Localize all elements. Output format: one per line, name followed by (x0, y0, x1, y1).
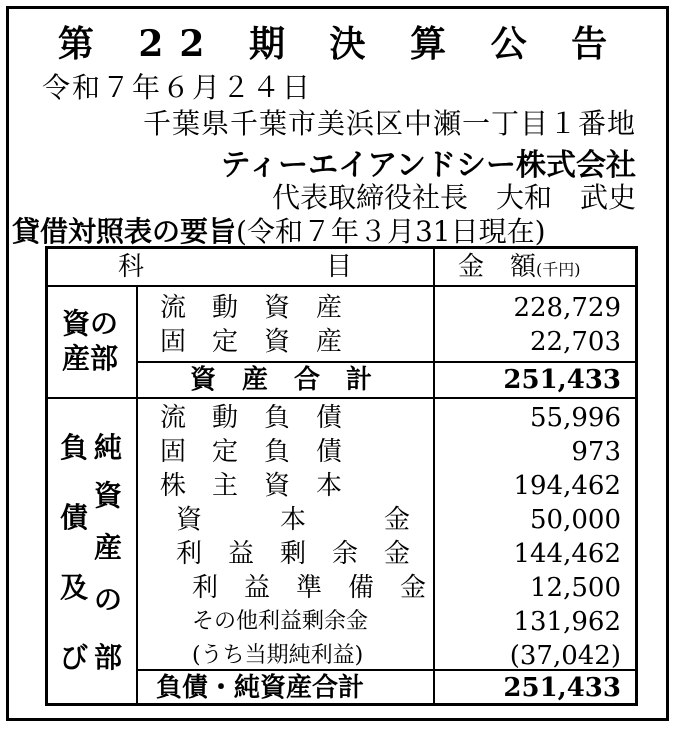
balance-sheet-title (12, 210, 546, 250)
assets-total-label: 資 産 合 計 (190, 365, 373, 395)
header-divider (48, 285, 635, 287)
liab-group-char: 産 (94, 531, 123, 564)
liab-group-char: 資 (94, 479, 123, 512)
asset-row-label: 流 動 資 産 (160, 293, 343, 323)
liab-row-value: 194,462 (513, 471, 621, 501)
balance-sheet-table (45, 246, 638, 706)
assets-group-label-2: 産部 (62, 342, 119, 375)
liab-row-value: 55,996 (530, 403, 621, 433)
header-item-right: 目 (326, 252, 353, 282)
header-amount-label: 金 額 (458, 252, 537, 282)
liab-group-char: 及 (60, 571, 89, 604)
liab-row-value: 973 (571, 437, 621, 467)
balance-sheet-date: (令和７年３月31日現在) (236, 215, 546, 248)
group-column-divider (136, 285, 138, 703)
liab-row-value: 131,962 (513, 607, 621, 637)
representative: 代表取締役社長 大和 武史 (271, 181, 636, 214)
asset-row-value: 22,703 (530, 327, 621, 357)
liab-group-char: 負 (60, 431, 89, 464)
asset-row-value: 228,729 (513, 293, 621, 323)
liab-row-label: 流 動 負 債 (160, 403, 343, 433)
header-amount-unit: (千円) (536, 260, 581, 279)
liab-group-char: び (60, 641, 89, 674)
liab-row-value: (37,042) (509, 641, 621, 671)
assets-total-value: 251,433 (503, 365, 621, 395)
liab-group-char: の (94, 583, 123, 616)
liab-row-value: 144,462 (513, 539, 621, 569)
balance-sheet-title-text: 貸借対照表の要旨 (12, 215, 237, 248)
liab-group-char: 純 (94, 431, 123, 464)
liab-row-label: 株 主 資 本 (160, 471, 343, 501)
header-amount (458, 249, 581, 285)
section-divider (48, 397, 635, 399)
liab-row-label: 資 本 金 (176, 505, 411, 535)
company-address: 千葉県千葉市美浜区中瀬一丁目１番地 (142, 107, 636, 140)
liab-row-label: 固 定 負 債 (160, 437, 343, 467)
liab-group-char: 債 (60, 501, 89, 534)
liab-row-value: 50,000 (530, 505, 621, 535)
assets-group-label-1: 資の (62, 307, 119, 340)
liab-total-label: 負債・純資産合計 (156, 673, 365, 703)
liab-row-label: 利 益 準 備 金 (192, 573, 427, 603)
asset-row-label: 固 定 資 産 (160, 327, 343, 357)
notice-date: 令和７年６月２４日 (42, 71, 313, 104)
liab-row-label: 利 益 剰 余 金 (176, 539, 411, 569)
liab-total-value: 251,433 (503, 673, 621, 703)
liab-row-label: (うち当期純利益) (192, 643, 364, 668)
liab-row-label: その他利益剰余金 (192, 609, 369, 634)
company-name: ティーエイアンドシー株式会社 (220, 148, 636, 183)
amount-column-divider (433, 249, 435, 703)
liab-row-value: 12,500 (530, 573, 621, 603)
liab-group-char: 部 (94, 641, 123, 674)
notice-title: 第 22 期 決 算 公 告 (57, 23, 624, 65)
header-item-left: 科 (118, 252, 145, 282)
